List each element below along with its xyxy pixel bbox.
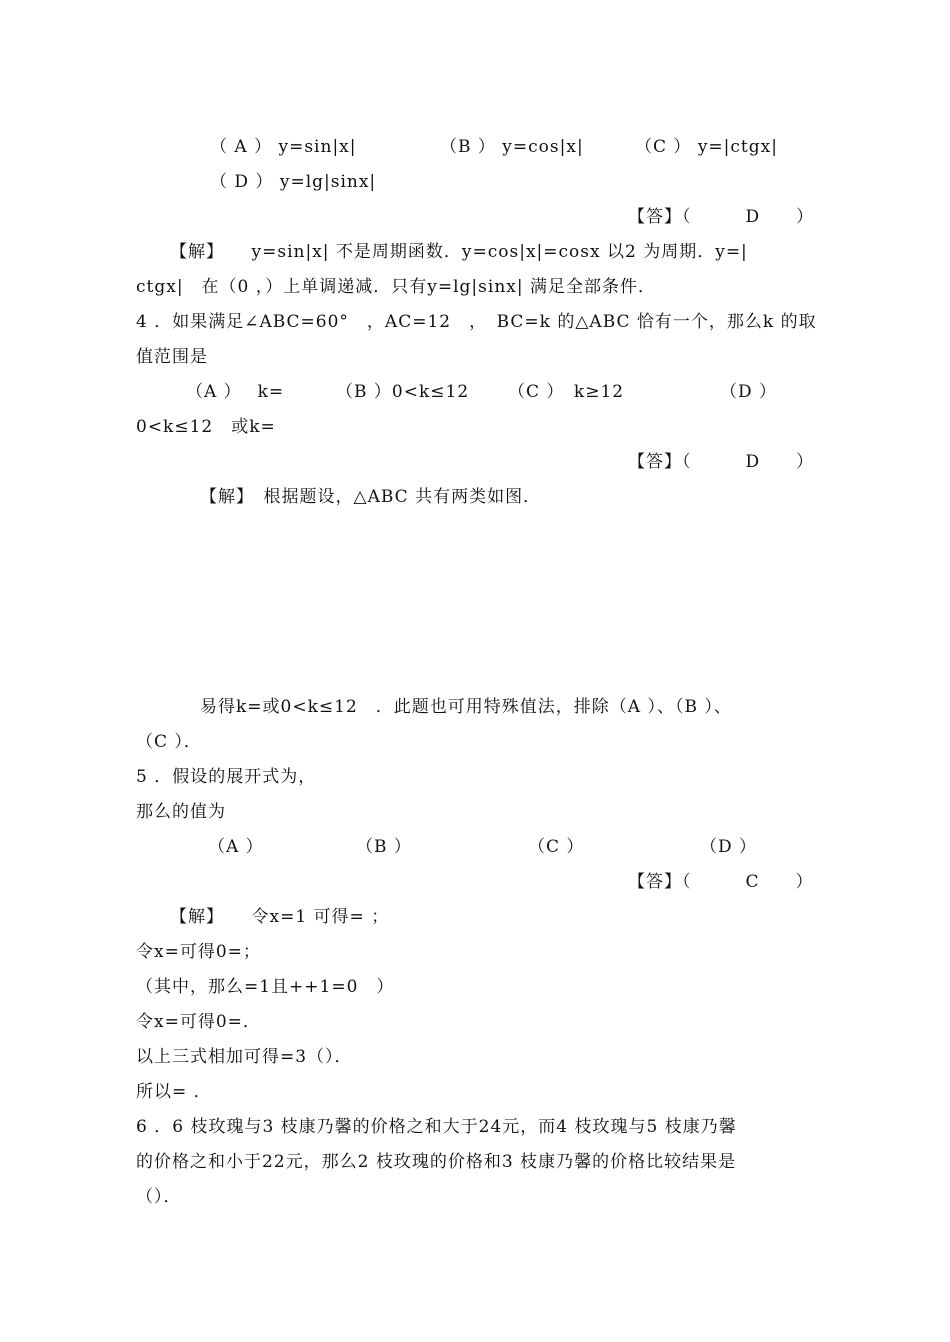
q3-option-b: （B ） y=cos|x| xyxy=(440,137,584,157)
q3-solution-line1: 【解】 y=sin|x| 不是周期函数．y=cos|x|=cosx 以2 为周期．y=| xyxy=(170,242,748,262)
q3-solution-line2: ctgx| 在（0 ，）上单调递减．只有y=lg|sinx| 满足全部条件． xyxy=(136,277,656,297)
q5-solution-line5: 以上三式相加可得=3（）． xyxy=(136,1047,353,1067)
q4-solution-line3: （C ）． xyxy=(136,732,202,752)
q4-answer: 【答】（ D ） xyxy=(628,452,815,472)
q4-option-a: （A ） k= xyxy=(186,382,285,402)
q5-option-a: （A ） xyxy=(208,837,264,857)
q3-option-c: （C ） y=|ctgx| xyxy=(635,137,778,157)
q5-solution-line2: 令x=可得0=； xyxy=(136,942,261,962)
q5-option-d: （D ） xyxy=(700,837,758,857)
q3-answer: 【答】（ D ） xyxy=(628,207,815,227)
q5-option-c: （C ） xyxy=(528,837,585,857)
q5-answer: 【答】（ C ） xyxy=(628,872,814,892)
q4-stem-line1: 4 ．如果满足∠ABC=60° ，AC=12 ， BC=k 的△ABC 恰有一个，那么k 的取 xyxy=(136,312,817,332)
q5-solution-line3: （其中，那么=1且++1=0 ） xyxy=(136,977,395,997)
q5-solution-line6: 所以= ． xyxy=(136,1082,212,1102)
q3-option-d: （ D ） y=lg|sinx| xyxy=(210,172,377,192)
q4-option-b: （B ）0<k≤12 xyxy=(336,382,470,402)
q6-stem-line3: （）． xyxy=(136,1187,182,1207)
q5-option-b: （B ） xyxy=(356,837,412,857)
q4-option-d-value: 0<k≤12 或k= xyxy=(136,417,276,437)
q6-stem-line1: 6 ．6 枝玫瑰与3 枝康乃馨的价格之和大于24元，而4 枝玫瑰与5 枝康乃馨 xyxy=(136,1117,737,1137)
q6-stem-line2: 的价格之和小于22元，那么2 枝玫瑰的价格和3 枝康乃馨的价格比较结果是 xyxy=(136,1152,737,1172)
q5-solution-line1: 【解】 令x=1 可得= ； xyxy=(170,907,390,927)
q5-stem-line1: 5 ．假设的展开式为， xyxy=(136,767,317,787)
q4-solution-line1: 【解】 根据题设，△ABC 共有两类如图． xyxy=(200,487,542,507)
q4-solution-line2: 易得k=或0<k≤12 ．此题也可用特殊值法，排除（A ）、（B ）、 xyxy=(200,697,732,717)
q3-option-a: （ A ） y=sin|x| xyxy=(210,137,357,157)
q4-stem-line2: 值范围是 xyxy=(136,347,208,367)
q4-option-c: （C ） k≥12 xyxy=(508,382,625,402)
q4-option-d: （D ） xyxy=(720,382,778,402)
q5-stem-line2: 那么的值为 xyxy=(136,802,226,822)
q5-solution-line4: 令x=可得0=． xyxy=(136,1012,261,1032)
